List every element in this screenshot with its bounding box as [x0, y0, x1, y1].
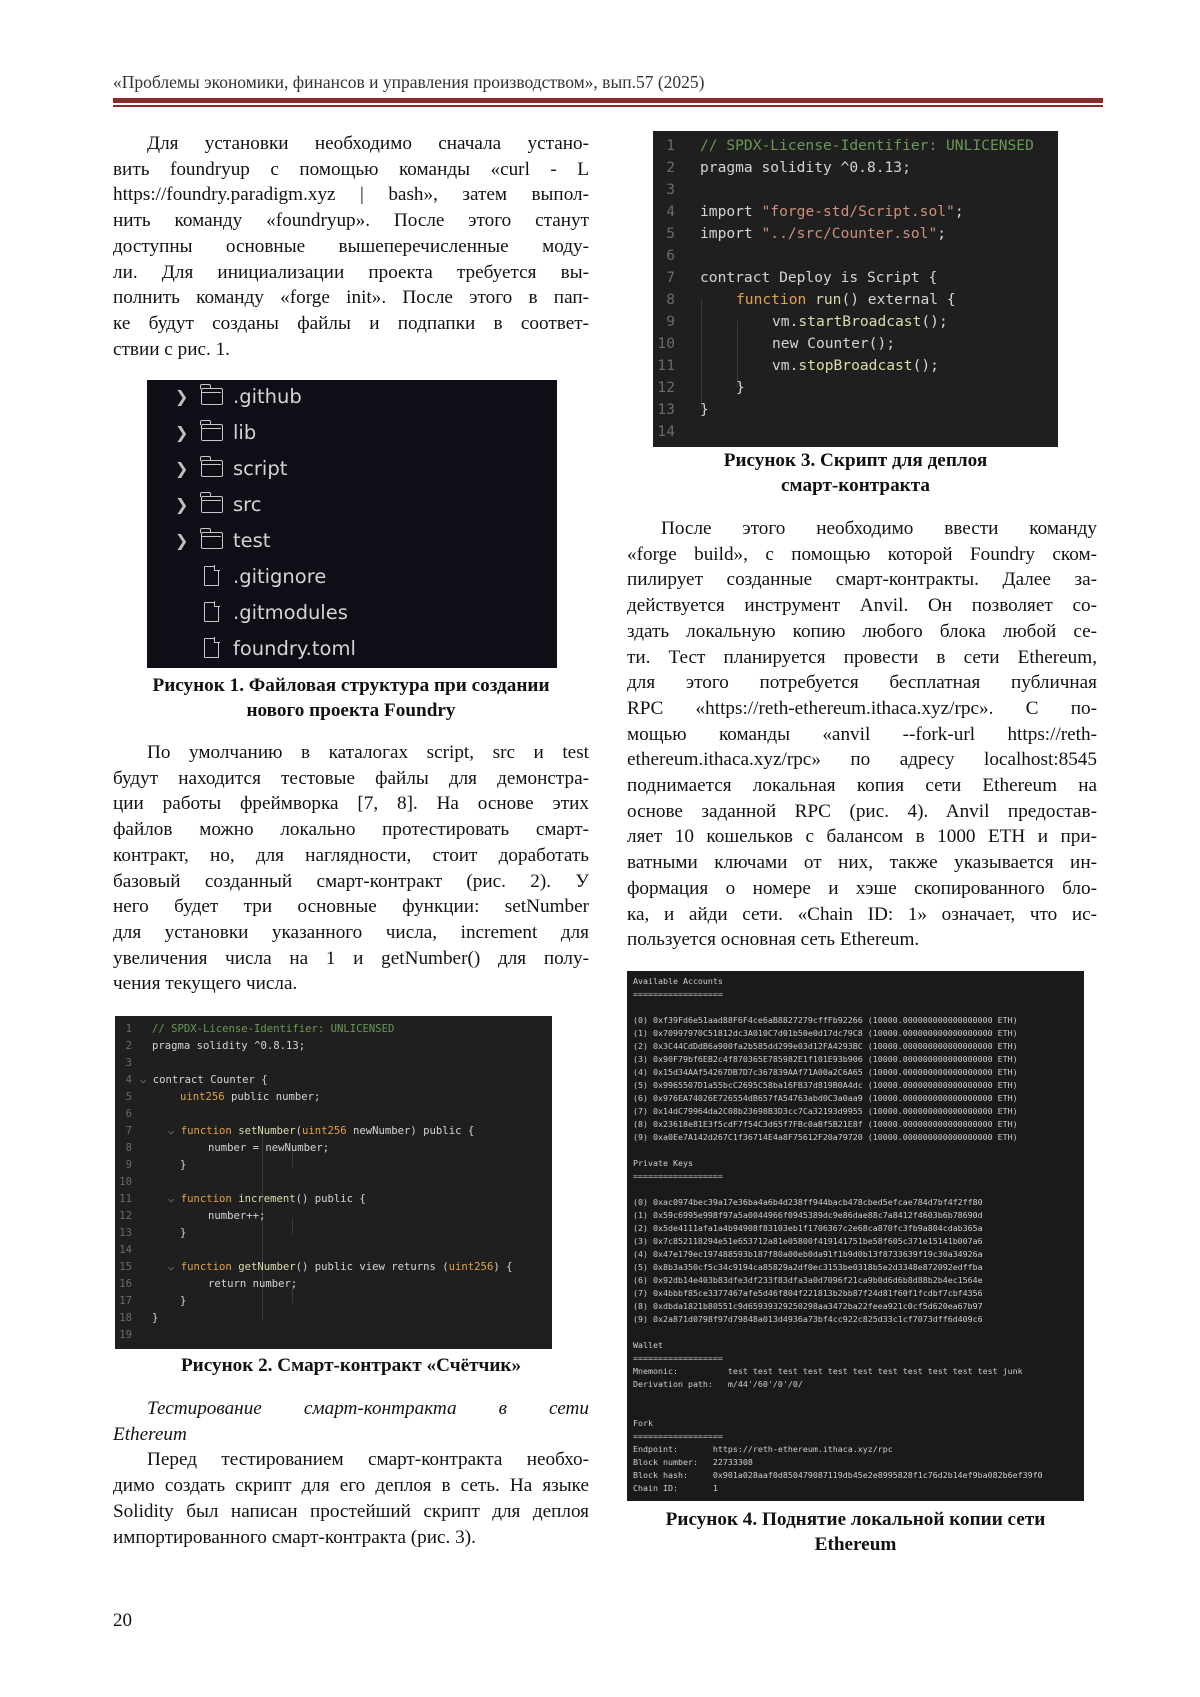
line-number: 6 — [125, 1108, 132, 1120]
text-line: ка, и айди сети. «Chain ID: 1» означает, что ис- — [627, 903, 1097, 925]
chevron-right-icon: ❯ — [175, 494, 189, 514]
caption-line: Рисунок 1. Файловая структура при создании — [152, 675, 550, 696]
folder-name: script — [233, 456, 288, 480]
text-line: По умолчанию в каталогах script, src и test — [147, 742, 589, 763]
code-line — [208, 1278, 297, 1290]
text-line: пользуется основная сеть Ethereum. — [627, 929, 920, 951]
terminal-line: (1) 0x59c6995e998f97a5a0044966f0945389dc9e86dae88c7a8412f4603b6b78690d — [633, 1210, 983, 1220]
code-token: run — [815, 291, 842, 308]
line-number: 9 — [125, 1159, 132, 1171]
terminal-line: Fork — [633, 1418, 653, 1428]
section-subheading-cont: Ethereum — [113, 1423, 187, 1445]
terminal-line: Mnemonic: test test test test test test test test test test test junk — [633, 1366, 1023, 1376]
text-line: чения текущего числа. — [113, 973, 298, 995]
terminal-line: (2) 0x5de4111afa1a4b94908f83103eb1f1706367c2e68ca870fc3fb9a804cdab365a — [633, 1223, 983, 1233]
line-number: 8 — [666, 291, 675, 308]
terminal-line: (2) 0x3C44CdDdB6a900fa2b585dd299e03d12FA4293BC (10000.000000000000000000 ETH) — [633, 1041, 1018, 1051]
terminal-line: Endpoint: https://reth-ethereum.ithaca.xyz/rpc — [633, 1444, 893, 1454]
code-line — [736, 379, 745, 396]
line-number: 18 — [119, 1312, 132, 1324]
file-icon — [204, 566, 219, 586]
code-line — [168, 1193, 366, 1205]
section-subheading: Тестирование смарт-контракта в сети — [147, 1398, 589, 1419]
line-number: 13 — [657, 401, 675, 418]
text-line: ethereum.ithaca.xyz/rpc» по адресу localhost:8545 — [627, 749, 1097, 771]
code-token: function — [180, 1193, 239, 1205]
tree-folder-row — [147, 488, 261, 520]
text-line: действуется инструмент Anvil. Он позволяет со- — [627, 595, 1097, 617]
caption-line: Ethereum — [814, 1534, 897, 1555]
terminal-line: (6) 0x92db14e403b83dfe3df233f83dfa3a0d7096f21ca9b0d6d6b8d88b2b4ec1564e — [633, 1275, 983, 1285]
code-token: vm — [772, 313, 790, 330]
text-line: доступны основные вышеперечисленные моду- — [113, 235, 589, 257]
line-number: 7 — [666, 269, 675, 286]
file-name: .gitignore — [233, 564, 327, 588]
line-number: 4 — [125, 1074, 132, 1086]
code-token: ( — [295, 1125, 302, 1137]
code-token: "../src/Counter.sol" — [761, 225, 938, 242]
figure-3-caption — [627, 448, 1084, 498]
left-paragraph-2 — [113, 740, 589, 997]
code-token: Script — [866, 269, 920, 286]
caption-line: Рисунок 2. Смарт-контракт «Счётчик» — [180, 1355, 522, 1376]
terminal-line: (5) 0x8b3a350cf5c34c9194ca85829a2df0ec3153be0318b5e2d3348e872092edffba — [633, 1262, 983, 1272]
code-line — [208, 1210, 265, 1222]
folder-icon — [201, 424, 223, 441]
figure-4-terminal — [627, 971, 1084, 1501]
text-line: ватными ключами от них, также указывается ин- — [627, 852, 1097, 874]
terminal-line: (6) 0x976EA74026E726554dB657fA54763abd0C3a0aa9 (10000.000000000000000000 ETH) — [633, 1093, 1018, 1103]
line-number: 6 — [666, 247, 675, 264]
figure-2-code — [115, 1016, 552, 1349]
code-token: } — [180, 1227, 187, 1239]
text-line: полнить команду «forge init». После этого в пап- — [113, 287, 589, 309]
code-token: ^0.8.13; — [254, 1040, 306, 1052]
left-paragraph-1 — [113, 131, 589, 362]
terminal-line: (3) 0x7c852118294e51e653712a81e05800f419141751be58f605c371e15141b007a6 — [633, 1236, 983, 1246]
text-line: поднимается локальная копия сети Ethereum на — [627, 775, 1097, 797]
code-token: setNumber — [238, 1125, 296, 1137]
text-line: ляет 10 кошельков с балансом в 1000 ETH и при- — [627, 826, 1097, 848]
code-line — [152, 1312, 158, 1324]
terminal-line: ================== — [633, 1431, 723, 1441]
file-icon — [204, 638, 219, 658]
terminal-line: Available Accounts — [633, 976, 723, 986]
code-token: (); — [868, 335, 896, 352]
line-number: 5 — [666, 225, 675, 242]
code-token: number; — [252, 1278, 298, 1290]
code-token: number++; — [208, 1210, 266, 1222]
line-number: 13 — [119, 1227, 132, 1239]
code-token: ) public { — [410, 1125, 475, 1137]
line-number: 2 — [125, 1040, 132, 1052]
terminal-line: (0) 0xf39Fd6e51aad88F6F4ce6aB8827279cffFb92266 (10000.000000000000000000 ETH) — [633, 1015, 1018, 1025]
terminal-line: (1) 0x70997970C51812dc3A010C7d01b50e0d17dc79C8 (10000.000000000000000000 ETH) — [633, 1028, 1018, 1038]
terminal-line: (9) 0x2a871d0798f97d79848a013d4936a73bf4cc922c825d33c1cf7073dff6d409c6 — [633, 1314, 983, 1324]
tree-folder-row — [147, 416, 256, 448]
chevron-down-icon: ⌵ — [140, 1074, 147, 1086]
folder-name: lib — [233, 420, 257, 444]
terminal-line: (3) 0x90F79bf6EB2c4f870365E785982E1f101E93b906 (10000.000000000000000000 ETH) — [633, 1054, 1018, 1064]
code-token: "forge-std/Script.sol" — [761, 203, 955, 220]
text-line: ти. Тест планируется провести в сети Ethereum, — [627, 646, 1097, 668]
code-line — [180, 1159, 186, 1171]
code-token: { — [254, 1074, 268, 1086]
chevron-right-icon: ❯ — [175, 386, 189, 406]
code-line — [152, 1040, 305, 1052]
tree-file-row — [147, 560, 326, 592]
figure-1-caption — [113, 673, 589, 723]
line-number: 3 — [666, 181, 675, 198]
code-line — [772, 357, 939, 374]
line-number: 5 — [125, 1091, 132, 1103]
code-line — [208, 1142, 329, 1154]
text-line: RPC «https://reth-ethereum.ithaca.xyz/rpc». С по- — [627, 697, 1097, 719]
caption-line: нового проекта Foundry — [246, 700, 456, 721]
code-line — [700, 225, 946, 242]
terminal-line: Wallet — [633, 1340, 663, 1350]
file-icon — [204, 602, 219, 622]
chevron-right-icon: ❯ — [175, 530, 189, 550]
line-number: 4 — [666, 203, 675, 220]
text-line: для установки указанного числа, increment для — [113, 921, 589, 943]
terminal-line: (0) 0xac0974bec39a17e36ba4a6b4d238ff944bacb478cbed5efcae784d7bf4f2ff80 — [633, 1197, 983, 1207]
text-line: базовый созданный смарт-контракт (рис. 2). У — [113, 870, 589, 892]
line-number: 19 — [119, 1329, 132, 1341]
line-number: 17 — [119, 1295, 132, 1307]
code-line — [700, 159, 911, 176]
line-number: 7 — [125, 1125, 132, 1137]
left-section — [113, 1396, 589, 1550]
text-line: формация о номере и хэше скопированного бло- — [627, 877, 1097, 899]
terminal-line: (5) 0x9965507D1a55bcC2695C58ba16FB37d819B0A4dc (10000.000000000000000000 ETH) — [633, 1080, 1018, 1090]
text-line: для этого потребуется бесплатная публичная — [627, 672, 1097, 694]
code-token: function — [180, 1125, 239, 1137]
code-token: newNumber — [346, 1125, 411, 1137]
code-token: function — [180, 1261, 239, 1273]
code-token: number = newNumber; — [208, 1142, 330, 1154]
code-token: ^0.8.13; — [840, 159, 911, 176]
terminal-line: Derivation path: m/44'/60'/0'/0/ — [633, 1379, 803, 1389]
code-token: () public view returns ( — [295, 1261, 449, 1273]
terminal-line: Chain ID: 1 — [633, 1483, 718, 1493]
text-line: димо создать скрипт для его деплоя в сеть. На языке — [113, 1475, 589, 1497]
code-token: ; — [954, 203, 964, 220]
folder-icon — [201, 532, 223, 549]
code-token: uint256 — [180, 1091, 225, 1103]
line-number: 11 — [657, 357, 675, 374]
code-token: vm — [772, 357, 790, 374]
line-number: 1 — [125, 1023, 132, 1035]
code-token: ; — [313, 1091, 321, 1103]
caption-line: смарт-контракта — [781, 475, 930, 496]
text-line: увеличения числа на 1 и getNumber() для полу- — [113, 947, 589, 969]
code-token: function — [736, 291, 816, 308]
folder-icon — [201, 460, 223, 477]
terminal-line: (8) 0xdbda1821b80551c9d65939329250298aa3472ba22feea921c0cf5d620ea67b97 — [633, 1301, 983, 1311]
header-rule-thick — [113, 98, 1103, 103]
code-token: number — [275, 1091, 314, 1103]
code-token: } — [180, 1159, 187, 1171]
line-number: 9 — [666, 313, 675, 330]
line-number: 16 — [119, 1278, 132, 1290]
line-number: 12 — [657, 379, 675, 396]
chevron-right-icon: ❯ — [175, 458, 189, 478]
text-line: него будет три основные функции: setNumber — [113, 896, 589, 918]
terminal-line: Block hash: 0x901a028aaf0d850479087119db45e2e8995828f1c76d2b14ef9ba082b6ef39f0 — [633, 1470, 1043, 1480]
code-token: startBroadcast — [798, 313, 922, 330]
indent-guide — [262, 1133, 263, 1320]
code-line — [700, 203, 964, 220]
folder-name: .github — [233, 384, 302, 408]
text-line: контракт, но, для наглядности, стоит доработать — [113, 844, 589, 866]
terminal-line: (7) 0x14dC79964da2C08b23698B3D3cc7Ca32193d9955 (10000.000000000000000000 ETH) — [633, 1106, 1018, 1116]
line-number: 10 — [657, 335, 675, 352]
line-number: 10 — [119, 1176, 132, 1188]
code-token: } — [700, 401, 709, 418]
folder-name: test — [233, 528, 271, 552]
figure-4-caption — [627, 1507, 1084, 1557]
code-line — [772, 335, 895, 352]
text-line: https://foundry.paradigm.xyz | bash», затем выпол- — [113, 184, 589, 206]
code-token: is — [831, 269, 867, 286]
figure-3-code — [653, 131, 1058, 447]
code-token: import — [700, 203, 762, 220]
code-token: stopBroadcast — [798, 357, 913, 374]
code-token: uint256 — [301, 1125, 347, 1137]
caption-line: Рисунок 3. Скрипт для деплоя — [723, 450, 988, 471]
tree-file-row — [147, 596, 348, 628]
code-token: pragma solidity — [152, 1040, 255, 1052]
code-line — [168, 1125, 474, 1137]
tree-folder-row — [147, 452, 287, 484]
code-line — [700, 269, 937, 286]
code-token: Counter — [807, 335, 869, 352]
code-token: ; — [937, 225, 947, 242]
text-line: «forge build», с помощью которой Foundry ском- — [627, 543, 1097, 565]
text-line: пилирует созданные смарт-контракты. Далее за- — [627, 569, 1097, 591]
text-line: Для установки необходимо сначала устано- — [147, 133, 589, 154]
folder-icon — [201, 496, 223, 513]
line-number: 14 — [119, 1244, 132, 1256]
code-token: (); — [912, 357, 939, 374]
indent-guide — [737, 321, 738, 387]
tree-folder-row — [147, 524, 270, 556]
text-line: Solidity был написан простейший скрипт для деплоя — [113, 1500, 589, 1522]
code-line — [140, 1074, 268, 1086]
code-token: // SPDX-License-Identifier: UNLICENSED — [700, 137, 1034, 154]
chevron-down-icon: ⌵ — [168, 1261, 175, 1273]
terminal-line: (8) 0x23618e81E3f5cdF7f54C3d65f7FBc0aBf5B21E8f (10000.000000000000000000 ETH) — [633, 1119, 1018, 1129]
folder-icon — [201, 388, 223, 405]
text-line: нить команду «foundryup». После этого станут — [113, 210, 589, 232]
code-token: () external { — [841, 291, 956, 308]
code-token: } — [736, 379, 745, 396]
file-name: .gitmodules — [233, 600, 348, 624]
code-line — [772, 313, 948, 330]
text-line: основе заданной RPC (рис. 4). Anvil предостав- — [627, 800, 1097, 822]
running-header: «Проблемы экономики, финансов и управления производством», вып.57 (2025) — [113, 72, 705, 92]
terminal-line: ================== — [633, 1353, 723, 1363]
text-line: будут находится тестовые файлы для демонстра- — [113, 767, 589, 789]
terminal-line: (7) 0x4bbbf85ce3377467afe5d46f804f221813b2bb87f24d81f60f1fcdbf7cbf4356 — [633, 1288, 983, 1298]
code-token: public — [224, 1091, 276, 1103]
code-token: (); — [921, 313, 948, 330]
right-paragraph-1 — [627, 516, 1097, 953]
code-token: { — [919, 269, 938, 286]
code-token: increment — [238, 1193, 296, 1205]
code-token: getNumber — [238, 1261, 296, 1273]
text-line: файлов можно локально протестировать смарт- — [113, 819, 589, 841]
code-line — [180, 1295, 186, 1307]
code-token: } — [152, 1312, 159, 1324]
figure-1-file-tree — [147, 380, 557, 668]
text-line: здать локальную копию любого блока любой се- — [627, 620, 1097, 642]
code-token: () public { — [295, 1193, 366, 1205]
terminal-line: (4) 0x15d34AAf54267DB7D7c367839AAf71A00a2C6A65 (10000.000000000000000000 ETH) — [633, 1067, 1018, 1077]
line-number: 2 — [666, 159, 675, 176]
figure-2-caption — [113, 1353, 589, 1378]
line-number: 12 — [119, 1210, 132, 1222]
terminal-line: ================== — [633, 989, 723, 999]
code-token: . — [789, 357, 799, 374]
code-token: // SPDX-License-Identifier: UNLICENSED — [152, 1023, 395, 1035]
text-line: После этого необходимо ввести команду — [661, 518, 1097, 539]
code-token: Counter — [210, 1074, 255, 1086]
code-token: return — [208, 1278, 253, 1290]
line-number: 3 — [125, 1057, 132, 1069]
chevron-down-icon: ⌵ — [168, 1125, 175, 1137]
code-line — [152, 1023, 394, 1035]
text-line: ке будут созданы файлы и подпапки в соответ- — [113, 312, 589, 334]
code-token: Deploy — [779, 269, 832, 286]
line-number: 8 — [125, 1142, 132, 1154]
text-line: ствии с рис. 1. — [113, 338, 230, 360]
text-line: ции работы фреймворка [7, 8]. На основе этих — [113, 793, 589, 815]
code-token: ) { — [493, 1261, 513, 1273]
text-line: мощью команды «anvil --fork-url https://reth- — [627, 723, 1097, 745]
chevron-right-icon: ❯ — [175, 422, 189, 442]
code-line — [700, 137, 1034, 154]
code-line — [168, 1261, 512, 1273]
terminal-line: Block number: 22733308 — [633, 1457, 753, 1467]
terminal-line: Private Keys — [633, 1158, 693, 1168]
code-token: uint256 — [448, 1261, 494, 1273]
terminal-line: ================== — [633, 1171, 723, 1181]
code-token: new — [772, 335, 808, 352]
terminal-line: (9) 0xa0Ee7A142d267C1f36714E4a8F75612F20a79720 (10000.000000000000000000 ETH) — [633, 1132, 1018, 1142]
header-rule-thin — [113, 105, 1103, 107]
tree-folder-row — [147, 380, 302, 412]
code-line — [736, 291, 956, 308]
code-token: contract — [700, 269, 780, 286]
indent-guide — [292, 1218, 293, 1235]
code-token: pragma solidity — [700, 159, 841, 176]
line-number: 14 — [657, 423, 675, 440]
caption-line: Рисунок 4. Поднятие локальной копии сети — [665, 1509, 1046, 1530]
file-name: foundry.toml — [233, 636, 356, 660]
text-line: импортированного смарт-контракта (рис. 3). — [113, 1526, 476, 1548]
code-line — [180, 1091, 320, 1103]
line-number: 1 — [666, 137, 675, 154]
code-token: . — [789, 313, 799, 330]
code-token: import — [700, 225, 762, 242]
page-number: 20 — [113, 1610, 132, 1631]
chevron-down-icon: ⌵ — [168, 1193, 175, 1205]
folder-name: src — [233, 492, 262, 516]
line-number: 11 — [119, 1193, 132, 1205]
terminal-line: (4) 0x47e179ec197488593b187f80a00eb0da91f1b9d0b13f8733639f19c30a34926a — [633, 1249, 983, 1259]
code-line — [180, 1227, 186, 1239]
code-token: } — [180, 1295, 187, 1307]
code-line — [700, 401, 709, 418]
tree-file-row — [147, 632, 356, 664]
line-number: 15 — [119, 1261, 132, 1273]
text-line: Перед тестированием смарт-контракта необхо- — [147, 1449, 589, 1471]
indent-guide — [701, 299, 702, 409]
text-line: ли. Для инициализации проекта требуется вы- — [113, 261, 589, 283]
code-token: contract — [152, 1074, 211, 1086]
text-line: вить foundryup с помощью команды «curl - L — [113, 158, 589, 180]
